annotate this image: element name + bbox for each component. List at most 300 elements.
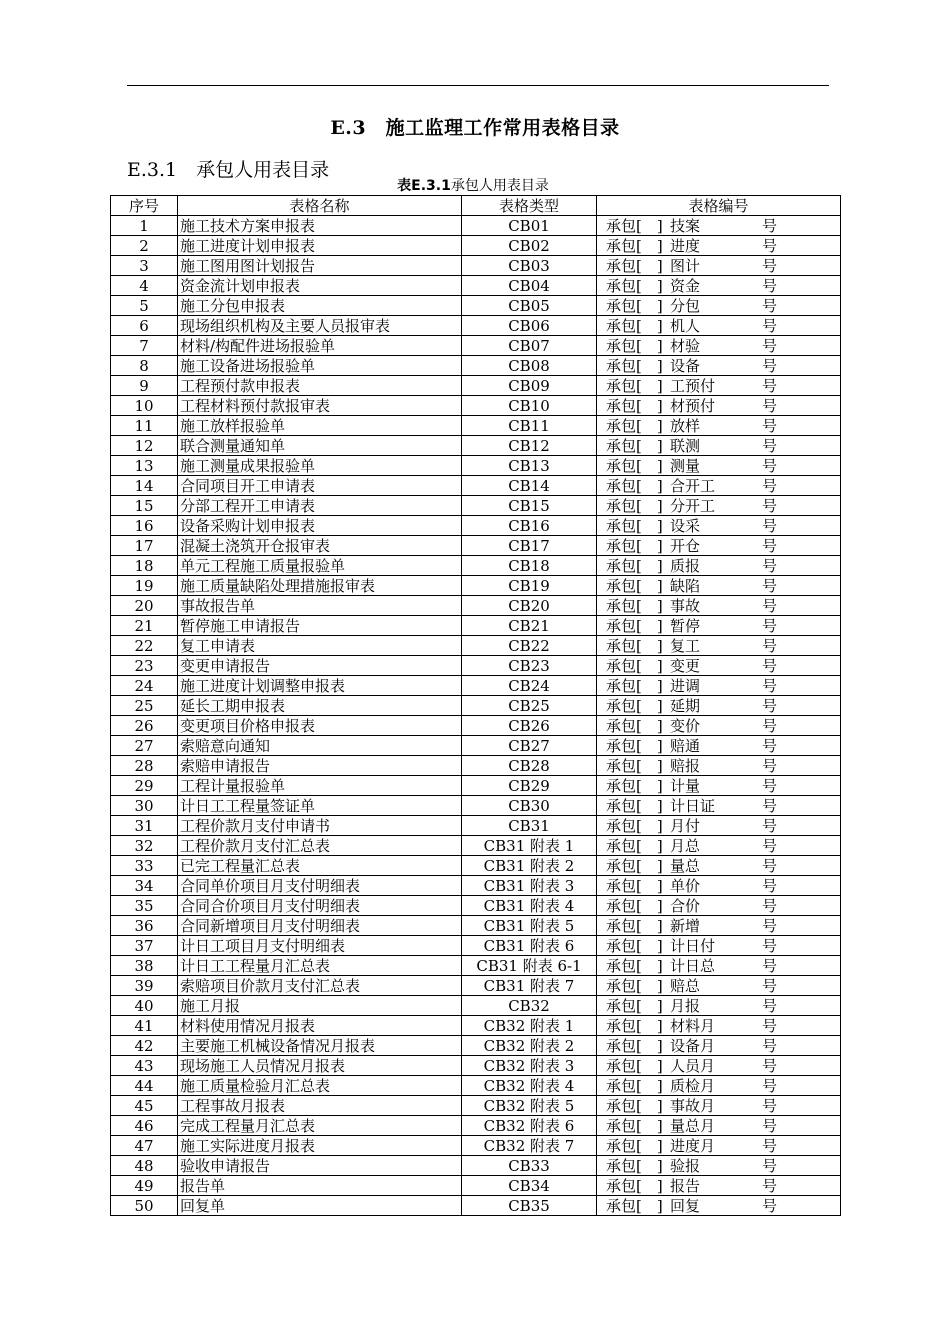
table-row <box>111 876 841 896</box>
form-code-prefix: 承包[ ] <box>606 1056 663 1075</box>
column-header-name: 表格名称 <box>178 196 462 216</box>
form-type: CB17 <box>462 536 597 556</box>
form-code-wrap <box>597 1157 840 1175</box>
form-code-wrap <box>597 557 840 575</box>
form-code <box>597 916 841 936</box>
table-row <box>111 856 841 876</box>
row-number: 22 <box>111 636 178 656</box>
form-code-wrap <box>597 917 840 935</box>
form-code-abbr: 计日总 <box>670 956 716 975</box>
row-number: 18 <box>111 556 178 576</box>
row-number: 32 <box>111 836 178 856</box>
form-code-prefix: 承包[ ] <box>606 316 663 335</box>
form-code-abbr: 质检月 <box>670 1076 716 1095</box>
form-code-abbr: 赔总 <box>670 976 701 995</box>
form-type: CB23 <box>462 656 597 676</box>
form-code-suffix: 号 <box>762 536 778 555</box>
form-name: 索赔意向通知 <box>178 736 462 756</box>
form-code <box>597 1176 841 1196</box>
form-code-suffix: 号 <box>762 656 778 675</box>
column-header-code: 表格编号 <box>597 196 841 216</box>
form-code <box>597 396 841 416</box>
form-code-abbr: 计日证 <box>670 796 716 815</box>
form-type: CB01 <box>462 216 597 236</box>
form-code-suffix: 号 <box>762 336 778 355</box>
form-code-prefix: 承包[ ] <box>606 996 663 1015</box>
table-caption <box>110 178 836 195</box>
row-number: 10 <box>111 396 178 416</box>
form-type: CB28 <box>462 756 597 776</box>
form-name: 工程计量报验单 <box>178 776 462 796</box>
form-code-abbr: 分包 <box>670 296 701 315</box>
form-code-prefix: 承包[ ] <box>606 1096 663 1115</box>
form-name: 施工进度计划调整申报表 <box>178 676 462 696</box>
form-code-prefix: 承包[ ] <box>606 416 663 435</box>
row-number: 15 <box>111 496 178 516</box>
form-code <box>597 336 841 356</box>
form-code-abbr: 变更 <box>670 656 701 675</box>
form-code-abbr: 缺陷 <box>670 576 701 595</box>
form-type: CB32 附表 1 <box>462 1016 597 1036</box>
form-code-suffix: 号 <box>762 776 778 795</box>
form-type: CB32 附表 5 <box>462 1096 597 1116</box>
form-code <box>597 276 841 296</box>
column-header-no: 序号 <box>111 196 178 216</box>
form-code-abbr: 质报 <box>670 556 701 575</box>
form-code-abbr: 材验 <box>670 336 701 355</box>
row-number: 13 <box>111 456 178 476</box>
form-code-suffix: 号 <box>762 836 778 855</box>
form-code-prefix: 承包[ ] <box>606 496 663 515</box>
form-code <box>597 1116 841 1136</box>
form-code-wrap <box>597 317 840 335</box>
row-number: 2 <box>111 236 178 256</box>
form-code-abbr: 材预付 <box>670 396 716 415</box>
table-row <box>111 1096 841 1116</box>
form-name: 验收申请报告 <box>178 1156 462 1176</box>
form-type: CB12 <box>462 436 597 456</box>
form-type: CB31 附表 4 <box>462 896 597 916</box>
form-code-prefix: 承包[ ] <box>606 896 663 915</box>
form-code-suffix: 号 <box>762 356 778 375</box>
form-type: CB29 <box>462 776 597 796</box>
table-row <box>111 456 841 476</box>
form-code-prefix: 承包[ ] <box>606 356 663 375</box>
row-number: 26 <box>111 716 178 736</box>
form-name: 报告单 <box>178 1176 462 1196</box>
form-code-abbr: 月付 <box>670 816 701 835</box>
form-code-wrap <box>597 837 840 855</box>
form-code-suffix: 号 <box>762 856 778 875</box>
form-code-suffix: 号 <box>762 396 778 415</box>
form-name: 计日工工程量签证单 <box>178 796 462 816</box>
form-code-abbr: 计日付 <box>670 936 716 955</box>
form-code-prefix: 承包[ ] <box>606 776 663 795</box>
form-type: CB05 <box>462 296 597 316</box>
form-code-prefix: 承包[ ] <box>606 636 663 655</box>
row-number: 16 <box>111 516 178 536</box>
form-code-suffix: 号 <box>762 896 778 915</box>
form-code-suffix: 号 <box>762 936 778 955</box>
row-number: 44 <box>111 1076 178 1096</box>
table-row <box>111 276 841 296</box>
form-code-abbr: 月报 <box>670 996 701 1015</box>
form-code <box>597 696 841 716</box>
form-code-wrap <box>597 677 840 695</box>
form-code-suffix: 号 <box>762 956 778 975</box>
form-code-suffix: 号 <box>762 236 778 255</box>
form-code-wrap <box>597 737 840 755</box>
form-code-abbr: 进度 <box>670 236 701 255</box>
form-code-suffix: 号 <box>762 1136 778 1155</box>
form-code-wrap <box>597 597 840 615</box>
form-code-abbr: 工预付 <box>670 376 716 395</box>
form-code-suffix: 号 <box>762 1076 778 1095</box>
form-code-prefix: 承包[ ] <box>606 576 663 595</box>
form-type: CB26 <box>462 716 597 736</box>
form-code <box>597 1016 841 1036</box>
form-code-prefix: 承包[ ] <box>606 796 663 815</box>
form-code <box>597 456 841 476</box>
form-code-prefix: 承包[ ] <box>606 556 663 575</box>
form-code-abbr: 合开工 <box>670 476 716 495</box>
form-code <box>597 836 841 856</box>
table-row <box>111 296 841 316</box>
form-code-suffix: 号 <box>762 916 778 935</box>
section-title: E.3 施工监理工作常用表格目录 <box>330 117 620 139</box>
form-type: CB32 附表 7 <box>462 1136 597 1156</box>
form-code-wrap <box>597 797 840 815</box>
form-code-prefix: 承包[ ] <box>606 836 663 855</box>
form-code-suffix: 号 <box>762 716 778 735</box>
form-name: 施工实际进度月报表 <box>178 1136 462 1156</box>
form-code <box>597 536 841 556</box>
table-row <box>111 936 841 956</box>
row-number: 27 <box>111 736 178 756</box>
form-code-abbr: 图计 <box>670 256 701 275</box>
row-number: 31 <box>111 816 178 836</box>
table-row <box>111 736 841 756</box>
form-name: 工程价款月支付汇总表 <box>178 836 462 856</box>
form-name: 完成工程量月汇总表 <box>178 1116 462 1136</box>
form-type: CB27 <box>462 736 597 756</box>
form-code <box>597 996 841 1016</box>
form-code <box>597 416 841 436</box>
form-code-abbr: 分开工 <box>670 496 716 515</box>
form-type: CB31 附表 5 <box>462 916 597 936</box>
form-code <box>597 1156 841 1176</box>
form-code-prefix: 承包[ ] <box>606 676 663 695</box>
form-type: CB13 <box>462 456 597 476</box>
form-code <box>597 956 841 976</box>
form-code-wrap <box>597 1097 840 1115</box>
form-code-prefix: 承包[ ] <box>606 236 663 255</box>
form-name: 施工质量检验月汇总表 <box>178 1076 462 1096</box>
row-number: 19 <box>111 576 178 596</box>
form-name: 合同合价项目月支付明细表 <box>178 896 462 916</box>
form-code-prefix: 承包[ ] <box>606 436 663 455</box>
form-code <box>597 876 841 896</box>
table-row <box>111 956 841 976</box>
table-row <box>111 376 841 396</box>
form-code-suffix: 号 <box>762 256 778 275</box>
form-name: 复工申请表 <box>178 636 462 656</box>
row-number: 33 <box>111 856 178 876</box>
form-code-abbr: 计量 <box>670 776 701 795</box>
table-row <box>111 996 841 1016</box>
table-row <box>111 796 841 816</box>
table-row <box>111 1116 841 1136</box>
form-code-abbr: 单价 <box>670 876 701 895</box>
form-code <box>597 476 841 496</box>
form-code-wrap <box>597 1077 840 1095</box>
form-code-abbr: 验报 <box>670 1156 701 1175</box>
row-number: 47 <box>111 1136 178 1156</box>
form-type: CB03 <box>462 256 597 276</box>
form-code-wrap <box>597 1137 840 1155</box>
table-caption-number: 表E.3.1 <box>397 178 451 194</box>
form-code-abbr: 量总 <box>670 856 701 875</box>
form-name: 变更项目价格申报表 <box>178 716 462 736</box>
form-type: CB22 <box>462 636 597 656</box>
form-code-abbr: 开仓 <box>670 536 701 555</box>
row-number: 25 <box>111 696 178 716</box>
form-code-suffix: 号 <box>762 436 778 455</box>
form-code <box>597 676 841 696</box>
form-type: CB04 <box>462 276 597 296</box>
form-code-suffix: 号 <box>762 276 778 295</box>
table-row <box>111 536 841 556</box>
form-code-suffix: 号 <box>762 596 778 615</box>
form-code-wrap <box>597 657 840 675</box>
row-number: 35 <box>111 896 178 916</box>
form-code-abbr: 复工 <box>670 636 701 655</box>
form-type: CB25 <box>462 696 597 716</box>
form-code <box>597 356 841 376</box>
form-code-abbr: 赔通 <box>670 736 701 755</box>
form-code-abbr: 回复 <box>670 1196 701 1215</box>
form-code-prefix: 承包[ ] <box>606 1036 663 1055</box>
form-type: CB10 <box>462 396 597 416</box>
form-code-prefix: 承包[ ] <box>606 596 663 615</box>
form-code <box>597 1056 841 1076</box>
row-number: 43 <box>111 1056 178 1076</box>
table-row <box>111 696 841 716</box>
form-type: CB18 <box>462 556 597 576</box>
form-code-prefix: 承包[ ] <box>606 656 663 675</box>
form-code-abbr: 测量 <box>670 456 701 475</box>
form-code-wrap <box>597 1017 840 1035</box>
form-type: CB24 <box>462 676 597 696</box>
form-code-wrap <box>597 757 840 775</box>
form-code <box>597 376 841 396</box>
form-code-wrap <box>597 277 840 295</box>
form-code-abbr: 月总 <box>670 836 701 855</box>
form-code <box>597 896 841 916</box>
form-code-abbr: 事故 <box>670 596 701 615</box>
form-code-wrap <box>597 897 840 915</box>
form-code-suffix: 号 <box>762 616 778 635</box>
row-number: 42 <box>111 1036 178 1056</box>
form-code-wrap <box>597 697 840 715</box>
form-name: 合同单价项目月支付明细表 <box>178 876 462 896</box>
form-name: 变更申请报告 <box>178 656 462 676</box>
form-code-abbr: 报告 <box>670 1176 701 1195</box>
row-number: 50 <box>111 1196 178 1216</box>
form-code <box>597 256 841 276</box>
row-number: 14 <box>111 476 178 496</box>
form-type: CB31 附表 6-1 <box>462 956 597 976</box>
form-code-wrap <box>597 957 840 975</box>
form-type: CB02 <box>462 236 597 256</box>
table-row <box>111 416 841 436</box>
table-row <box>111 836 841 856</box>
form-code-suffix: 号 <box>762 696 778 715</box>
row-number: 41 <box>111 1016 178 1036</box>
form-code-prefix: 承包[ ] <box>606 456 663 475</box>
form-code-wrap <box>597 397 840 415</box>
form-code-wrap <box>597 857 840 875</box>
form-code <box>597 636 841 656</box>
table-row <box>111 816 841 836</box>
form-code-abbr: 赔报 <box>670 756 701 775</box>
table-row <box>111 496 841 516</box>
form-name: 工程预付款申报表 <box>178 376 462 396</box>
row-number: 37 <box>111 936 178 956</box>
form-code-prefix: 承包[ ] <box>606 736 663 755</box>
form-code-suffix: 号 <box>762 816 778 835</box>
table-row <box>111 516 841 536</box>
form-type: CB31 附表 7 <box>462 976 597 996</box>
form-type: CB33 <box>462 1156 597 1176</box>
form-type: CB07 <box>462 336 597 356</box>
form-code-abbr: 进度月 <box>670 1136 716 1155</box>
table-row <box>111 316 841 336</box>
form-code-wrap <box>597 217 840 235</box>
form-code-wrap <box>597 477 840 495</box>
table-row <box>111 916 841 936</box>
table-row <box>111 676 841 696</box>
form-code-abbr: 设备 <box>670 356 701 375</box>
row-number: 36 <box>111 916 178 936</box>
table-row <box>111 216 841 236</box>
form-code-prefix: 承包[ ] <box>606 756 663 775</box>
form-code <box>597 716 841 736</box>
form-code-suffix: 号 <box>762 316 778 335</box>
form-code-wrap <box>597 457 840 475</box>
form-name: 施工分包申报表 <box>178 296 462 316</box>
form-name: 混凝土浇筑开仓报审表 <box>178 536 462 556</box>
form-code-wrap <box>597 257 840 275</box>
form-code-wrap <box>597 637 840 655</box>
form-code-abbr: 资金 <box>670 276 701 295</box>
form-code-wrap <box>597 297 840 315</box>
form-code-abbr: 进调 <box>670 676 701 695</box>
row-number: 24 <box>111 676 178 696</box>
form-code-abbr: 设采 <box>670 516 701 535</box>
form-type: CB32 附表 2 <box>462 1036 597 1056</box>
form-code-prefix: 承包[ ] <box>606 516 663 535</box>
form-code-prefix: 承包[ ] <box>606 256 663 275</box>
form-type: CB15 <box>462 496 597 516</box>
form-code-wrap <box>597 337 840 355</box>
form-code <box>597 816 841 836</box>
form-code-prefix: 承包[ ] <box>606 1076 663 1095</box>
form-code-prefix: 承包[ ] <box>606 296 663 315</box>
table-row <box>111 1196 841 1216</box>
form-code-prefix: 承包[ ] <box>606 1196 663 1215</box>
row-number: 3 <box>111 256 178 276</box>
form-code-prefix: 承包[ ] <box>606 216 663 235</box>
form-name: 事故报告单 <box>178 596 462 616</box>
form-code <box>597 556 841 576</box>
form-name: 现场组织机构及主要人员报审表 <box>178 316 462 336</box>
row-number: 38 <box>111 956 178 976</box>
form-name: 施工进度计划申报表 <box>178 236 462 256</box>
form-name: 施工质量缺陷处理措施报审表 <box>178 576 462 596</box>
row-number: 11 <box>111 416 178 436</box>
table-row <box>111 1136 841 1156</box>
form-code-suffix: 号 <box>762 376 778 395</box>
form-name: 工程材料预付款报审表 <box>178 396 462 416</box>
form-code-abbr: 量总月 <box>670 1116 716 1135</box>
row-number: 45 <box>111 1096 178 1116</box>
form-code-wrap <box>597 1057 840 1075</box>
form-code-wrap <box>597 617 840 635</box>
form-code-prefix: 承包[ ] <box>606 1116 663 1135</box>
form-name: 计日工工程量月汇总表 <box>178 956 462 976</box>
form-code-suffix: 号 <box>762 476 778 495</box>
form-code-suffix: 号 <box>762 636 778 655</box>
form-code-abbr: 事故月 <box>670 1096 716 1115</box>
form-code-prefix: 承包[ ] <box>606 1176 663 1195</box>
table-row <box>111 756 841 776</box>
form-name: 合同项目开工申请表 <box>178 476 462 496</box>
form-type: CB21 <box>462 616 597 636</box>
form-name: 分部工程开工申请表 <box>178 496 462 516</box>
form-code-suffix: 号 <box>762 1156 778 1175</box>
form-name: 施工技术方案申报表 <box>178 216 462 236</box>
table-row <box>111 236 841 256</box>
form-name: 合同新增项目月支付明细表 <box>178 916 462 936</box>
form-code <box>597 1076 841 1096</box>
form-code-prefix: 承包[ ] <box>606 876 663 895</box>
form-code <box>597 796 841 816</box>
form-code-wrap <box>597 817 840 835</box>
form-code-prefix: 承包[ ] <box>606 536 663 555</box>
form-code <box>597 976 841 996</box>
form-code-suffix: 号 <box>762 876 778 895</box>
form-code-prefix: 承包[ ] <box>606 696 663 715</box>
top-horizontal-rule <box>127 85 829 86</box>
form-name: 计日工项目月支付明细表 <box>178 936 462 956</box>
form-type: CB30 <box>462 796 597 816</box>
form-code-abbr: 放样 <box>670 416 701 435</box>
form-code-suffix: 号 <box>762 216 778 235</box>
table-row <box>111 1176 841 1196</box>
form-type: CB35 <box>462 1196 597 1216</box>
form-type: CB20 <box>462 596 597 616</box>
row-number: 40 <box>111 996 178 1016</box>
table-row <box>111 436 841 456</box>
form-code-abbr: 变价 <box>670 716 701 735</box>
form-code-suffix: 号 <box>762 496 778 515</box>
row-number: 7 <box>111 336 178 356</box>
form-code-wrap <box>597 497 840 515</box>
form-type: CB32 附表 4 <box>462 1076 597 1096</box>
form-type: CB31 附表 6 <box>462 936 597 956</box>
row-number: 29 <box>111 776 178 796</box>
